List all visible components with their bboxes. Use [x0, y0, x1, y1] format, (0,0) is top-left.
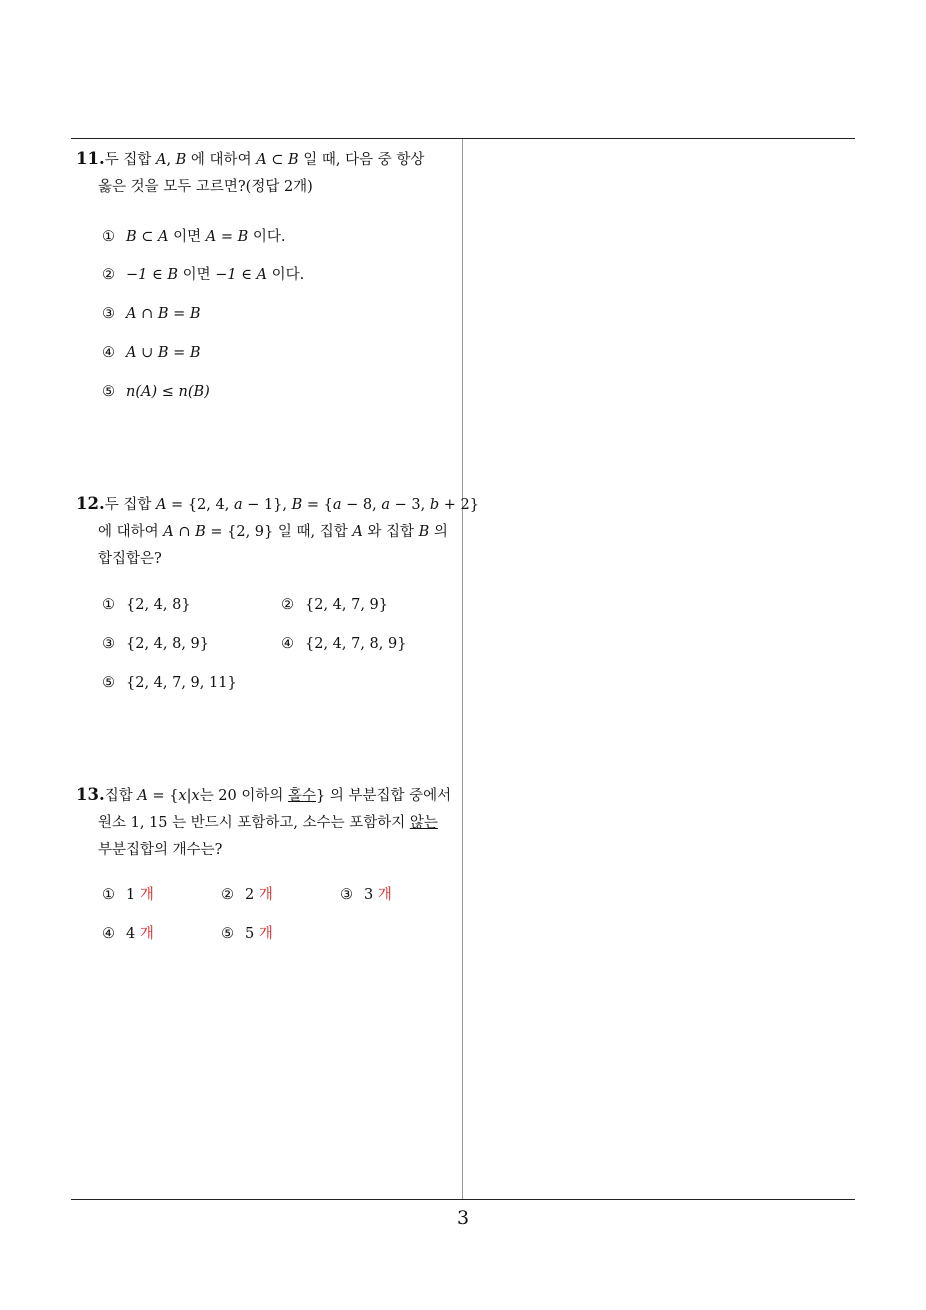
unit-text: 개 — [377, 887, 392, 903]
q13-option-2[interactable] — [221, 885, 273, 905]
q11-option-1[interactable] — [102, 227, 285, 247]
option-text: −1 ∈ B 이면 −1 ∈ A 이다. — [126, 267, 305, 283]
column-divider — [462, 139, 463, 1200]
option-mark: ⑤ — [221, 926, 234, 942]
math-expression: A — [155, 152, 167, 168]
top-rule — [71, 138, 855, 139]
option-text: {2, 4, 7, 9} — [305, 597, 389, 613]
math-expression: B — [418, 524, 430, 540]
option-text — [126, 384, 210, 400]
underlined-text: 홀수 — [288, 788, 317, 804]
math-expression: A — [155, 497, 167, 513]
q11-option-4[interactable] — [102, 343, 201, 363]
option-text: 2 개 — [245, 887, 273, 903]
option-mark: ① — [102, 597, 115, 613]
question-stem-text: 두 집합 A = {2, 4, a − 1}, B = {a − 8, a − 3, b + 2} — [104, 497, 479, 513]
q12-option-5[interactable] — [102, 673, 237, 693]
option-text: {2, 4, 8, 9} — [126, 636, 210, 652]
option-mark: ③ — [340, 887, 353, 903]
q12-option-1[interactable] — [102, 595, 191, 615]
option-mark: ① — [102, 887, 115, 903]
question-stem-text: 집합 A = {x|x는 20 이하의 홀수} 의 부분집합 중에서 — [104, 788, 452, 804]
math-expression: B — [291, 497, 303, 513]
option-text — [126, 306, 201, 322]
option-mark: ① — [102, 229, 115, 245]
question-stem-line — [76, 174, 458, 201]
option-text: 1 개 — [126, 887, 154, 903]
math-expression: A ⊂ B — [256, 152, 299, 168]
underlined-text: 않는 — [409, 815, 438, 831]
q13-option-5[interactable] — [221, 924, 273, 944]
question-stem-line — [76, 837, 458, 864]
option-mark: ⑤ — [102, 384, 115, 400]
option-text: {2, 4, 8} — [126, 597, 191, 613]
q11-option-5[interactable] — [102, 382, 210, 402]
option-text — [126, 345, 201, 361]
question-stem-line — [76, 490, 479, 519]
question-stem-line — [76, 519, 458, 546]
question-11 — [76, 145, 458, 201]
q13-option-1[interactable] — [102, 885, 154, 905]
option-text: B ⊂ A 이면 A = B 이다. — [126, 229, 286, 245]
option-text: {2, 4, 7, 8, 9} — [305, 636, 407, 652]
question-stem-line — [76, 546, 458, 573]
option-mark: ④ — [102, 926, 115, 942]
question-number: 11. — [76, 149, 105, 168]
option-mark: ⑤ — [102, 675, 115, 691]
math-expression: A — [352, 524, 363, 540]
page-number: 3 — [456, 1207, 470, 1229]
math-expression: −1 ∈ A — [215, 267, 268, 283]
option-mark: ② — [102, 267, 115, 283]
question-stem-line — [76, 145, 458, 174]
q13-option-3[interactable] — [340, 885, 392, 905]
option-mark: ② — [281, 597, 294, 613]
math-expression: x — [191, 788, 200, 804]
math-expression: −1 ∈ B — [126, 267, 178, 283]
question-13 — [76, 781, 458, 864]
question-stem-text: 두 집합 A, B 에 대하여 A ⊂ B 일 때, 다음 중 항상 — [104, 152, 425, 168]
q13-option-4[interactable] — [102, 924, 154, 944]
math-expression: A ∩ B = B — [126, 306, 201, 322]
question-stem-text: 옳은 것을 모두 고르면?(정답 2개) — [98, 179, 313, 195]
q12-option-3[interactable] — [102, 634, 209, 654]
option-mark: ③ — [102, 306, 115, 322]
math-expression: A — [137, 788, 148, 804]
math-expression: A ∪ B = B — [126, 345, 201, 361]
bottom-rule — [71, 1199, 855, 1200]
q12-option-4[interactable] — [281, 634, 406, 654]
option-text: 3 개 — [364, 887, 392, 903]
q12-option-2[interactable] — [281, 595, 388, 615]
q11-option-3[interactable] — [102, 304, 201, 324]
question-number: 12. — [76, 494, 105, 513]
unit-text: 개 — [139, 926, 154, 942]
math-expression: B — [175, 152, 187, 168]
question-number: 13. — [76, 785, 105, 804]
unit-text: 개 — [139, 887, 154, 903]
option-mark: ④ — [102, 345, 115, 361]
math-expression: A = B — [205, 229, 249, 245]
option-mark: ③ — [102, 636, 115, 652]
question-stem-line — [76, 810, 458, 837]
option-text: 5 개 — [245, 926, 273, 942]
math-expression: b — [429, 497, 440, 513]
math-expression: a — [332, 497, 342, 513]
option-text: {2, 4, 7, 9, 11} — [126, 675, 237, 691]
unit-text: 개 — [258, 926, 273, 942]
option-mark: ④ — [281, 636, 294, 652]
option-mark: ② — [221, 887, 234, 903]
question-stem-line — [76, 781, 458, 810]
math-expression: a — [233, 497, 243, 513]
option-text: 4 개 — [126, 926, 154, 942]
math-expression: n(A) ≤ n(B) — [126, 384, 210, 400]
math-expression: a — [381, 497, 391, 513]
math-expression: B ⊂ A — [126, 229, 169, 245]
question-stem-text: 에 대하여 A ∩ B = {2, 9} 일 때, 집합 A 와 집합 B 의 — [98, 524, 448, 540]
math-expression: x — [178, 788, 187, 804]
question-stem-text: 부분집합의 개수는? — [98, 842, 223, 858]
q11-option-2[interactable] — [102, 265, 304, 285]
unit-text: 개 — [258, 887, 273, 903]
question-stem-text: 원소 1, 15 는 반드시 포함하고, 소수는 포함하지 않는 — [98, 815, 438, 831]
question-stem-text: 합집합은? — [98, 551, 162, 567]
question-12 — [76, 490, 479, 573]
math-expression: A ∩ B — [163, 524, 206, 540]
